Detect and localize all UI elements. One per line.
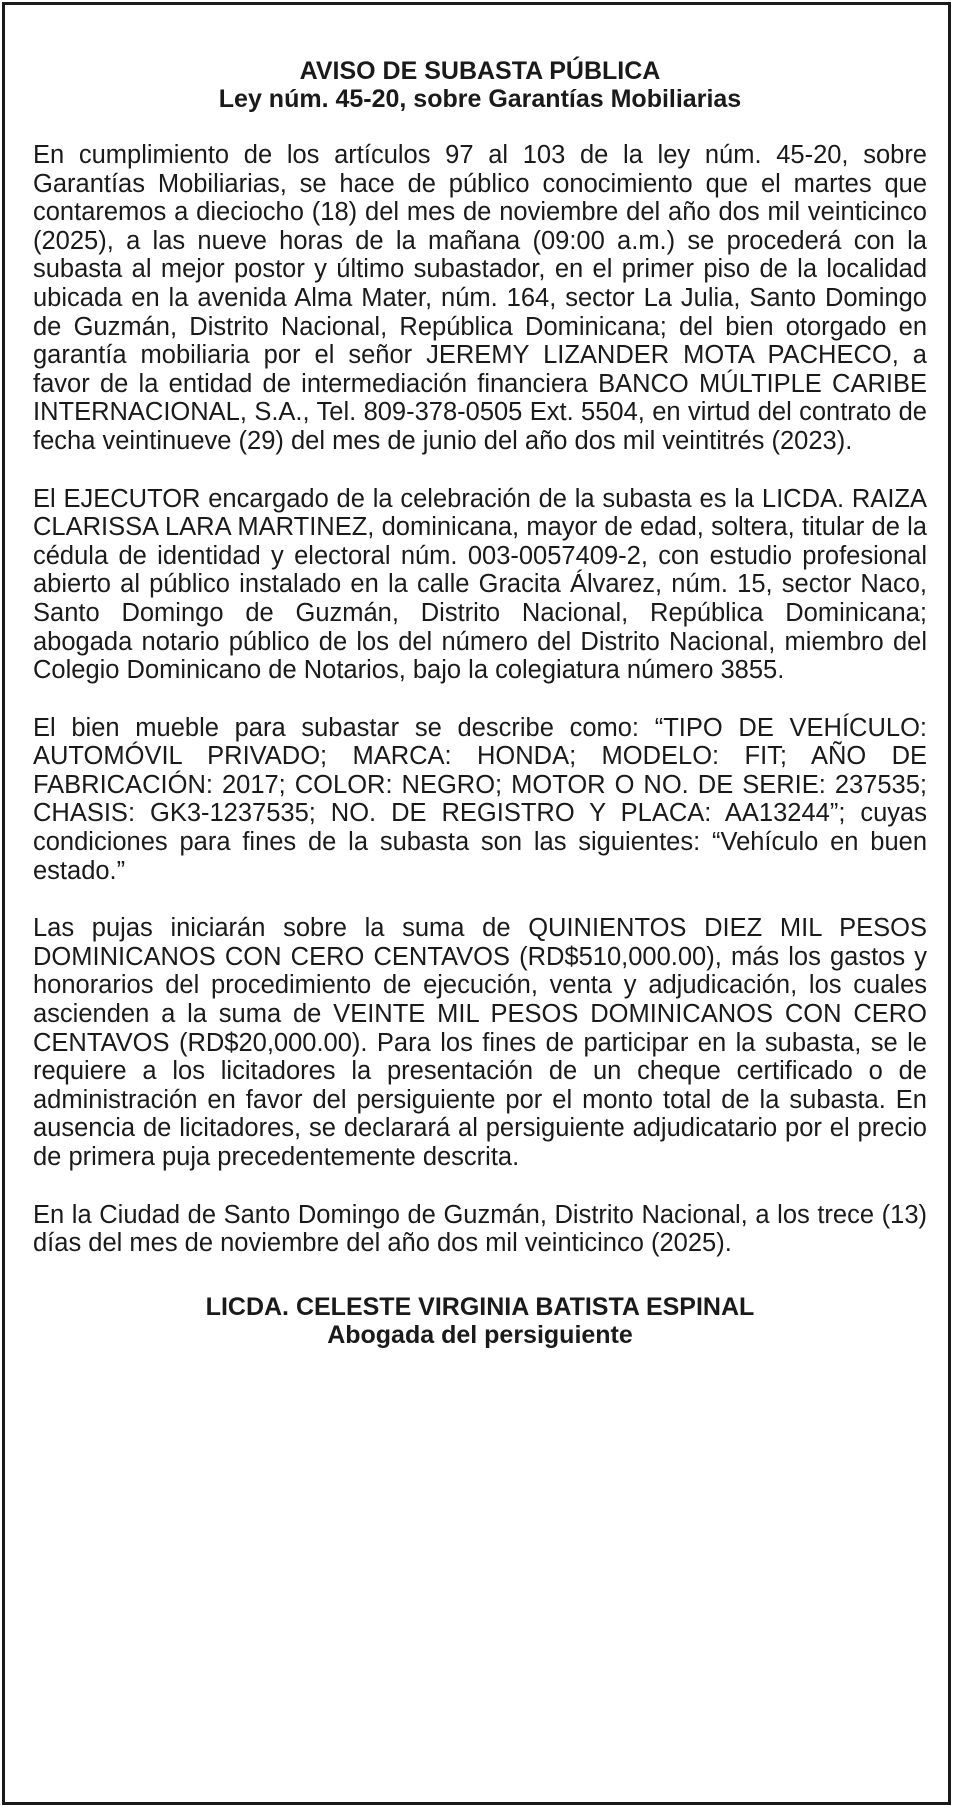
signature-block <box>33 1293 927 1349</box>
notice-border <box>2 2 951 1805</box>
notice-content <box>33 57 927 1349</box>
paragraph-executor: El EJECUTOR encargado de la celebración de la subasta es la LICDA. RAIZA CLARISSA LARA MARTINEZ, dominicana, mayor de edad, soltera, titular de la cédula de identidad y electoral núm. 003-0057409-2, con estudio profesional abierto al público instalado en la calle Gracita Álvarez, núm. 15, sector Naco, Santo Domingo de Guzmán, Distrito Nacional, República Dominicana; abogada notario público de los del número del Distrito Nacional, miembro del Colegio Dominicano de Notarios, bajo la colegiatura número 3855. <box>33 484 927 685</box>
notice-title: AVISO DE SUBASTA PÚBLICA <box>299 57 661 85</box>
paragraph-vehicle-description: El bien mueble para subastar se describe como: “TIPO DE VEHÍCULO: AUTOMÓVIL PRIVADO; MARCA: HONDA; MODELO: FIT; AÑO DE FABRICACIÓN: 2017; COLOR: NEGRO; MOTOR O NO. DE SERIE: 237535; CHASIS: GK3-1237535; NO. DE REGISTRO Y PLACA: AA13244”; cuyas condiciones para fines de la subasta son las siguientes: “Vehículo en buen estado.” <box>33 713 927 885</box>
paragraph-place-date: En la Ciudad de Santo Domingo de Guzmán, Distrito Nacional, a los trece (13) días del mes de noviembre del año dos mil veinticinco (2025). <box>33 1200 927 1258</box>
notice-header <box>33 57 927 113</box>
paragraph-auction-announcement: En cumplimiento de los artículos 97 al 103 de la ley núm. 45-20, sobre Garantías Mobiliarias, se hace de público conocimiento que el martes que contaremos a dieciocho (18) del mes de noviembre del año dos mil veinticinco (2025), a las nueve horas de la mañana (09:00 a.m.) se procederá con la subasta al mejor postor y último subastador, en el primer piso de la localidad ubicada en la avenida Alma Mater, núm. 164, sector La Julia, Santo Domingo de Guzmán, Distrito Nacional, República Dominicana; del bien otorgado en garantía mobiliaria por el señor JEREMY LIZANDER MOTA PACHECO, a favor de la entidad de intermediación financiera BANCO MÚLTIPLE CARIBE INTERNACIONAL, S.A., Tel. 809-378-0505 Ext. 5504, en virtud del contrato de fecha veintinueve (29) del mes de junio del año dos mil veintitrés (2023). <box>33 141 927 455</box>
paragraph-bidding-terms: Las pujas iniciarán sobre la suma de QUINIENTOS DIEZ MIL PESOS DOMINICANOS CON CERO CENTAVOS (RD$510,000.00), más los gastos y honorarios del procedimiento de ejecución, venta y adjudicación, los cuales ascienden a la suma de VEINTE MIL PESOS DOMINICANOS CON CERO CENTAVOS (RD$20,000.00). Para los fines de participar en la subasta, se le requiere a los licitadores la presentación de un cheque certificado o de administración en favor del persiguiente por el monto total de la subasta. En ausencia de licitadores, se declarará al persiguiente adjudicatario por el precio de primera puja precedentemente descrita. <box>33 914 927 1171</box>
signatory-role: Abogada del persiguiente <box>327 1320 633 1349</box>
notice-subtitle: Ley núm. 45-20, sobre Garantías Mobiliarias <box>218 85 742 113</box>
signatory-name: LICDA. CELESTE VIRGINIA BATISTA ESPINAL <box>205 1292 755 1321</box>
